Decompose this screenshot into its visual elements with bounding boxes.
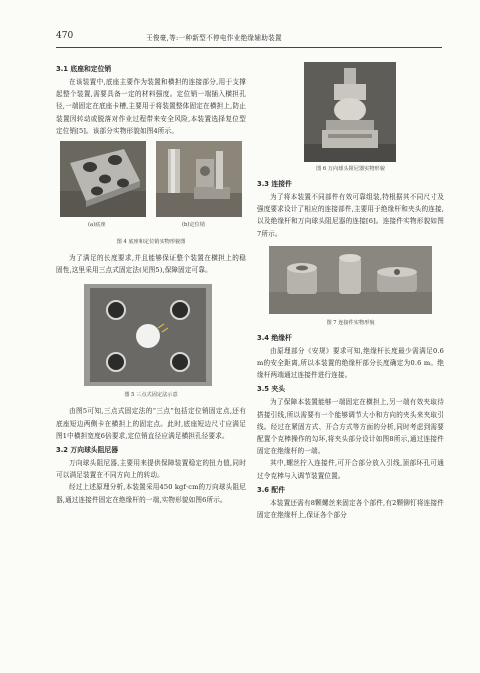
page-number: 470 xyxy=(56,31,74,41)
section-3-2-heading: 3.2 万向球头阻尼器 xyxy=(56,446,118,455)
paragraph-three-point: 为了满足的长度要求,并且能够保证整个装置在横担上的稳固性,这里采用三点式固定法(见图5),保障固定可靠。 xyxy=(56,254,246,275)
ball-damper-photo xyxy=(304,62,396,162)
locating-pin-photo xyxy=(156,141,242,217)
section-3-4-paragraph: 由原理部分《安规》要求可知,绝缘杆长度最少需满足0.6 m的安全距离,所以本装置的绝缘杆部分长度确定为0.6 m。绝缘杆两端通过连接件进行连接。 xyxy=(257,346,444,380)
section-3-1-heading: 3.1 底座和定位销 xyxy=(56,65,112,73)
section-3-3-heading: 3.3 连接件 xyxy=(257,180,292,188)
section-3-6-paragraph: 本装置还需有8颗螺丝来固定各个部件,有2颗铆钉将连接件固定在绝缘杆上,保证各个部分 xyxy=(257,498,444,520)
figure-6-caption: 图 6 万向球头阻尼器实物形貌 xyxy=(316,166,385,172)
figure-7-caption: 图 7 连接件实物形貌 xyxy=(326,319,375,326)
fig4-subcaption-a: (a)底座 xyxy=(88,222,106,229)
section-3-5-paragraph-2: 其中,螺丝拧入连接件,可开合部分放入引线,顶部环孔可通过令克棒与入调节装置位置。 xyxy=(257,459,444,480)
figure-6 xyxy=(257,62,444,162)
right-column xyxy=(257,62,444,521)
left-column xyxy=(56,62,246,506)
section-3-3-paragraph: 为了将本装置不同部件有效可靠组装,特根据其不同尺寸及强度要求设计了相应的连接部件,主要用于绝缘杆和夹头的连接,以及绝缘杆和万向球头阻尼器的连接[6]。连接件实物形貌如图7所示。 xyxy=(257,193,444,238)
fig4-subcaption-b: (b)定位销 xyxy=(182,222,205,229)
three-point-diagram xyxy=(84,284,212,386)
running-title: 王俊豪,等:一种新型不停电作业绝缘辅助装置 xyxy=(146,34,282,42)
connector-photo xyxy=(269,246,432,314)
section-3-2-paragraph-2: 经过上述原理分析,本装置采用450 kgf·cm的万向球头阻尼器,通过连接件固定在绝缘杆的一端,实物形貌如图6所示。 xyxy=(56,483,246,504)
section-3-5-heading: 3.5 夹头 xyxy=(257,385,286,394)
base-photo xyxy=(60,141,146,217)
running-header xyxy=(56,28,442,48)
figure-4-caption: 图 4 底座和定位销实物形貌图 xyxy=(116,239,186,246)
figure-5 xyxy=(56,280,246,388)
figure-5-caption: 图 5 三点式固定法示意 xyxy=(124,392,178,399)
section-3-6-heading: 3.6 配件 xyxy=(257,485,286,494)
section-3-2-paragraph-1: 万向球头阻尼器,主要用来提供保障装置稳定的扭力值,同时可以满足装置在不同方向上的转动。 xyxy=(56,459,246,480)
section-3-1-paragraph: 在该装置中,底座主要作为装置和横担的连接部分,用于支撑起整个装置,需要具备一定的材料强度。定位销一端插入横担孔径,一端固定在底座卡槽,主要用于将装置整体固定在横担上,防止装置因转动或脱落对作业过程带来安全风险,本装置选择复位型定位销[5]。该部分实物形貌如图4所示。 xyxy=(56,78,246,135)
section-3-5-paragraph-1: 为了保障本装置能够一端固定在横担上,另一端有效夹取待搭接引线,所以需要有一个能够调节大小和方向的夹头来夹取引线。经过在紧固方式、开合方式等方面的分析,同时考虑到需要配置个克棒操作的勾环,将夹头部分设计如图8所示,通过连接件固定在绝缘杆的一端。 xyxy=(257,398,444,456)
figure-7 xyxy=(257,244,444,316)
section-3-4-heading: 3.4 绝缘杆 xyxy=(257,333,292,342)
figure-4 xyxy=(56,141,246,235)
paragraph-three-point-explained: 由图5可知,三点式固定法的“三点”包括定位销固定点,还有底座短边两侧卡在横担上的固定点。此时,底座短边尺寸应满足图1中横担宽度6倍要求,定位销直径应满足横担孔径要求。 xyxy=(56,407,246,440)
